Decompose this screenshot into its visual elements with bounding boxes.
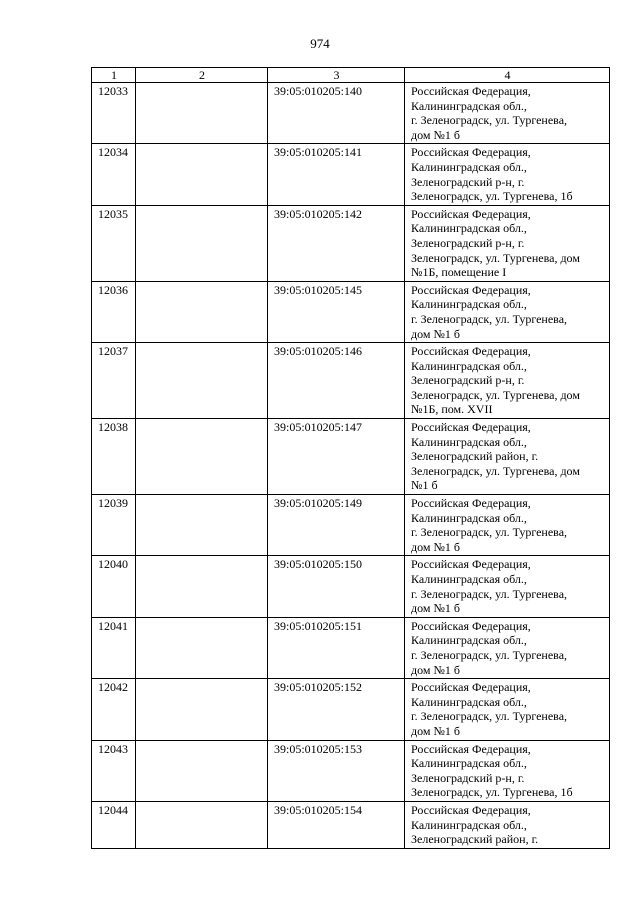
- column-2-cell: [136, 281, 268, 342]
- address-line: Российская Федерация,: [411, 206, 531, 221]
- address-line: Калининградская обл.,: [411, 297, 527, 312]
- address-line: дом №1 б: [411, 326, 461, 341]
- row-number-cell: 12039: [92, 495, 136, 556]
- header-cell-4: 4: [405, 68, 610, 83]
- header-cell-2: 2: [136, 68, 268, 83]
- row-number-cell: 12040: [92, 556, 136, 617]
- address-cell: [405, 144, 610, 205]
- address-line: Калининградская обл.,: [411, 510, 527, 525]
- address-line: г. Зеленоградск, ул. Тургенева,: [411, 586, 568, 601]
- column-2-cell: [136, 740, 268, 801]
- cadastral-number-cell: 39:05:010205:151: [268, 617, 405, 678]
- table-row: [92, 343, 610, 419]
- address-line: Российская Федерация,: [411, 282, 531, 297]
- table-row: [92, 205, 610, 281]
- address-line: г. Зеленоградск, ул. Тургенева,: [411, 647, 568, 662]
- address-line: Российская Федерация,: [411, 496, 531, 511]
- address-cell: [405, 419, 610, 495]
- address-cell: [405, 679, 610, 740]
- row-number-cell: 12033: [92, 83, 136, 144]
- table-row: [92, 281, 610, 342]
- address-cell: [405, 205, 610, 281]
- address-line: Калининградская обл.,: [411, 358, 527, 373]
- row-number-cell: 12043: [92, 740, 136, 801]
- registry-table: [91, 67, 610, 849]
- table-row: [92, 740, 610, 801]
- address-line: г. Зеленоградск, ул. Тургенева,: [411, 709, 568, 724]
- address-line: Российская Федерация,: [411, 557, 531, 572]
- address-line: Зеленоградский р-н, г.: [411, 373, 525, 388]
- address-cell: [405, 343, 610, 419]
- address-line: №1Б, помещение I: [411, 265, 507, 280]
- column-2-cell: [136, 617, 268, 678]
- column-2-cell: [136, 343, 268, 419]
- table-row: [92, 419, 610, 495]
- address-cell: [405, 801, 610, 848]
- address-line: Калининградская обл.,: [411, 434, 527, 449]
- address-line: Российская Федерация,: [411, 84, 531, 98]
- address-line: г. Зеленоградск, ул. Тургенева,: [411, 311, 568, 326]
- row-number-cell: 12035: [92, 205, 136, 281]
- cadastral-number-cell: 39:05:010205:140: [268, 83, 405, 144]
- row-number-cell: 12038: [92, 419, 136, 495]
- table-row: [92, 495, 610, 556]
- address-cell: [405, 495, 610, 556]
- address-line: г. Зеленоградск, ул. Тургенева,: [411, 113, 568, 128]
- address-line: Калининградская обл.,: [411, 98, 527, 113]
- address-line: Зеленоградский район, г.: [411, 832, 539, 847]
- column-2-cell: [136, 801, 268, 848]
- table-row: [92, 144, 610, 205]
- cadastral-number-cell: 39:05:010205:153: [268, 740, 405, 801]
- address-line: Российская Федерация,: [411, 680, 531, 695]
- column-2-cell: [136, 144, 268, 205]
- address-cell: [405, 281, 610, 342]
- address-line: дом №1 б: [411, 601, 461, 616]
- table-body: [92, 83, 610, 849]
- address-line: Калининградская обл.,: [411, 159, 527, 174]
- address-line: Российская Федерация,: [411, 344, 531, 359]
- address-line: Калининградская обл.,: [411, 817, 527, 832]
- address-line: Зеленоградский р-н, г.: [411, 770, 525, 785]
- address-line: г. Зеленоградск, ул. Тургенева,: [411, 525, 568, 540]
- row-number-cell: 12034: [92, 144, 136, 205]
- address-line: дом №1 б: [411, 662, 461, 677]
- cadastral-number-cell: 39:05:010205:149: [268, 495, 405, 556]
- cadastral-number-cell: 39:05:010205:141: [268, 144, 405, 205]
- address-line: Российская Федерация,: [411, 618, 531, 633]
- cadastral-number-cell: 39:05:010205:145: [268, 281, 405, 342]
- address-line: Зеленоградск, ул. Тургенева, 1б: [411, 189, 573, 204]
- address-line: Зеленоградск, ул. Тургенева, дом: [411, 463, 580, 478]
- row-number-cell: 12037: [92, 343, 136, 419]
- address-line: дом №1 б: [411, 127, 461, 142]
- address-cell: [405, 83, 610, 144]
- address-cell: [405, 740, 610, 801]
- address-line: №1 б: [411, 478, 438, 493]
- address-line: Калининградская обл.,: [411, 756, 527, 771]
- address-line: Российская Федерация,: [411, 741, 531, 756]
- address-line: дом №1 б: [411, 539, 461, 554]
- cadastral-number-cell: 39:05:010205:154: [268, 801, 405, 848]
- table-row: [92, 83, 610, 144]
- cadastral-number-cell: 39:05:010205:152: [268, 679, 405, 740]
- row-number-cell: 12044: [92, 801, 136, 848]
- address-line: Калининградская обл.,: [411, 221, 527, 236]
- row-number-cell: 12041: [92, 617, 136, 678]
- cadastral-number-cell: 39:05:010205:142: [268, 205, 405, 281]
- cadastral-number-cell: 39:05:010205:150: [268, 556, 405, 617]
- address-line: Зеленоградск, ул. Тургенева, 1б: [411, 785, 573, 800]
- address-cell: [405, 556, 610, 617]
- column-2-cell: [136, 679, 268, 740]
- column-2-cell: [136, 556, 268, 617]
- table-row: [92, 679, 610, 740]
- address-line: Калининградская обл.,: [411, 694, 527, 709]
- column-2-cell: [136, 495, 268, 556]
- address-cell: [405, 617, 610, 678]
- row-number-cell: 12042: [92, 679, 136, 740]
- address-line: Зеленоградск, ул. Тургенева, дом: [411, 250, 580, 265]
- table-row: [92, 556, 610, 617]
- address-line: Российская Федерация,: [411, 802, 531, 817]
- address-line: Калининградская обл.,: [411, 572, 527, 586]
- table-row: [92, 801, 610, 848]
- cadastral-number-cell: 39:05:010205:146: [268, 343, 405, 419]
- header-row: [92, 68, 610, 83]
- cadastral-number-cell: 39:05:010205:147: [268, 419, 405, 495]
- address-line: №1Б, пом. XVII: [411, 402, 493, 417]
- column-2-cell: [136, 205, 268, 281]
- address-line: Российская Федерация,: [411, 145, 531, 160]
- header-cell-3: 3: [268, 68, 405, 83]
- header-cell-1: 1: [92, 68, 136, 83]
- address-line: Зеленоградский р-н, г.: [411, 235, 525, 250]
- row-number-cell: 12036: [92, 281, 136, 342]
- address-line: Зеленоградский район, г.: [411, 449, 539, 464]
- page-number: 974: [310, 36, 330, 51]
- table-row: [92, 617, 610, 678]
- address-line: Калининградская обл.,: [411, 633, 527, 648]
- column-2-cell: [136, 419, 268, 495]
- address-line: дом №1 б: [411, 723, 461, 738]
- address-line: Зеленоградск, ул. Тургенева, дом: [411, 387, 580, 402]
- column-2-cell: [136, 83, 268, 144]
- address-line: Зеленоградский р-н, г.: [411, 174, 525, 189]
- address-line: Российская Федерация,: [411, 420, 531, 435]
